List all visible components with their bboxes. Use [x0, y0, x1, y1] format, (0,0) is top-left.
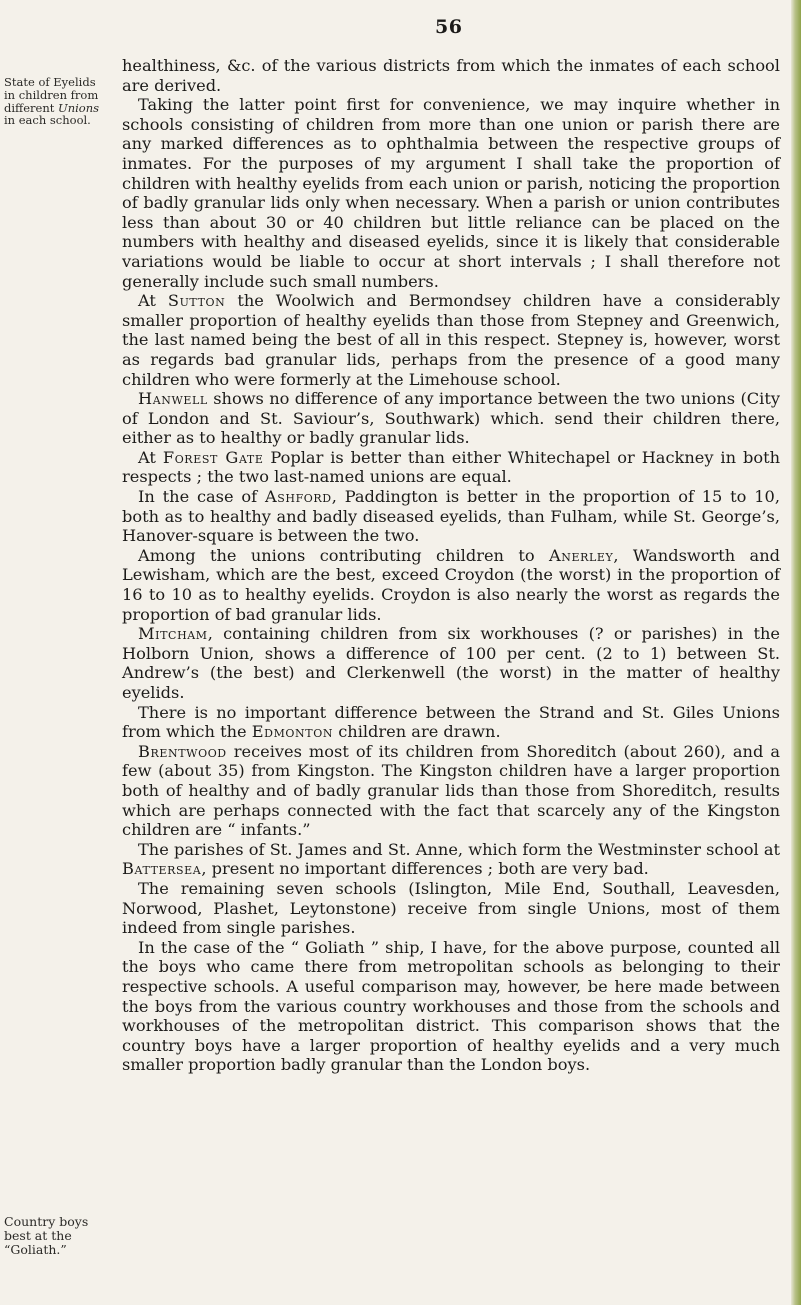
school-name: Anerley [548, 545, 614, 565]
text-run: The parishes of St. James and St. Anne, which form the Westminster school at [138, 839, 780, 859]
school-name: Ashford [264, 487, 332, 507]
sidenote-line: Country boys [4, 1214, 89, 1229]
paragraph [122, 291, 780, 389]
sidenote-text: different [4, 100, 59, 115]
text-run: , containing children from six workhouses (? or parishes) in the Holborn Union, shows a difference of 100 per cent. (2 to 1) between St. Andrew’s (the best) and Clerkenwell (the worst) in the matter of healthy eyelids. [122, 624, 780, 702]
sidenote-country-boys [4, 1215, 116, 1257]
paragraph [122, 389, 780, 448]
sidenote-line: best at the [4, 1228, 72, 1243]
paragraph [122, 448, 780, 487]
sidenote-italic: Unions [58, 100, 100, 115]
sidenote-line: “Goliath.” [4, 1242, 67, 1257]
text-run: children are drawn. [333, 722, 501, 742]
paragraph [122, 546, 780, 624]
school-name: Brentwood [138, 741, 227, 761]
paragraph [122, 624, 780, 702]
paragraph: healthiness, &c. of the various districts from which the inmates of each school are derived. [122, 56, 780, 95]
sidenote-line: in children from [4, 87, 99, 102]
paragraph [122, 703, 780, 742]
text-run: , present no important differences ; both are very bad. [201, 859, 649, 879]
text-run: At [138, 291, 168, 311]
text-run: , Paddington is better in the proportion of 15 to 10, both as to healthy and badly diseased eyelids, than Fulham, while St. George’s, Hanover-square is between the two. [122, 487, 780, 546]
sidenote-line: State of Eyelids [4, 75, 96, 89]
school-name: Edmonton [251, 722, 334, 742]
paragraph: The remaining seven schools (Islington, Mile End, Southall, Leavesden, Norwood, Plashet, Leytonstone) receive from single Unions, most of them indeed from single parishes. [122, 878, 780, 938]
text-run: the Woolwich and Bermondsey children have a considerably smaller proportion of healthy eyelids than those from Stepney and Greenwich, the last named being the best of all in this respect. Stepney is, however, worst as regards bad granular lids, perhaps from the presence of a good many children who were formerly at the Limehouse school. [122, 291, 780, 389]
body-text [122, 56, 780, 1075]
text-run: There is no important difference between the Strand and St. Giles Unions from which the [122, 702, 780, 742]
paragraph: In the case of the “ Goliath ” ship, I have, for the above purpose, counted all the boys who came there from metropolitan schools as belonging to their respective schools. A useful comparison may, however, be here made between the boys from the various country workhouses and those from the schools and workhouses of the metropolitan district. This comparison shows that the country boys have a larger proportion of healthy eyelids and a very much smaller proportion badly granular than the London boys. [122, 937, 780, 1075]
text-run: , Wandsworth and Lewisham, which are the best, exceed Croydon (the worst) in the proportion of 16 to 10 as to healthy eyelids. Croydon is also nearly the worst as regards the proportion of bad granular lids. [122, 545, 780, 624]
page-number: 56 [435, 16, 463, 38]
text-run: shows no difference of any importance between the two unions (City of London and St. Saviour’s, Southwark) which. send their children there, either as to healthy or badly granular lids. [122, 389, 780, 448]
school-name: Battersea [122, 859, 202, 879]
sidenote-eyelids [4, 76, 116, 127]
school-name: Hanwell [138, 389, 208, 409]
paragraph [122, 487, 780, 546]
text-run: Poplar is better than either Whitechapel or Hackney in both respects ; the two last-named unions are equal. [122, 447, 780, 487]
text-run: receives most of its children from Shoreditch (about 260), and a few (about 35) from Kingston. The Kingston children have a larger proportion both of healthy and of badly granular lids than those from Shoreditch, results which are perhaps connected with the fact that scarcely any of the Kingston children are “ infants.” [122, 741, 780, 840]
text-run: Among the unions contributing children to [138, 545, 549, 565]
paragraph [122, 742, 780, 840]
paragraph: Taking the latter point first for convenience, we may inquire whether in schools consisting of children from more than one union or parish there are any marked differences as to ophthalmia between the respective groups of inmates. For the purposes of my argument I shall take the proportion of children with healthy eyelids from each union or parish, noticing the proportion of badly granular lids only when necessary. When a parish or union contributes less than about 30 or 40 children but little reliance can be placed on the numbers with healthy and diseased eyelids, since it is likely that considerable variations would be liable to occur at short intervals ; I shall therefore not generally include such small numbers. [122, 95, 780, 291]
school-name: Sutton [167, 291, 226, 311]
page-edge [791, 0, 801, 1305]
text-run: At [138, 447, 163, 467]
school-name: Mitcham [138, 624, 208, 644]
school-name: Forest Gate [162, 447, 264, 467]
text-run: In the case of [138, 487, 265, 507]
paragraph [122, 840, 780, 879]
sidenote-line: in each school. [4, 113, 91, 128]
